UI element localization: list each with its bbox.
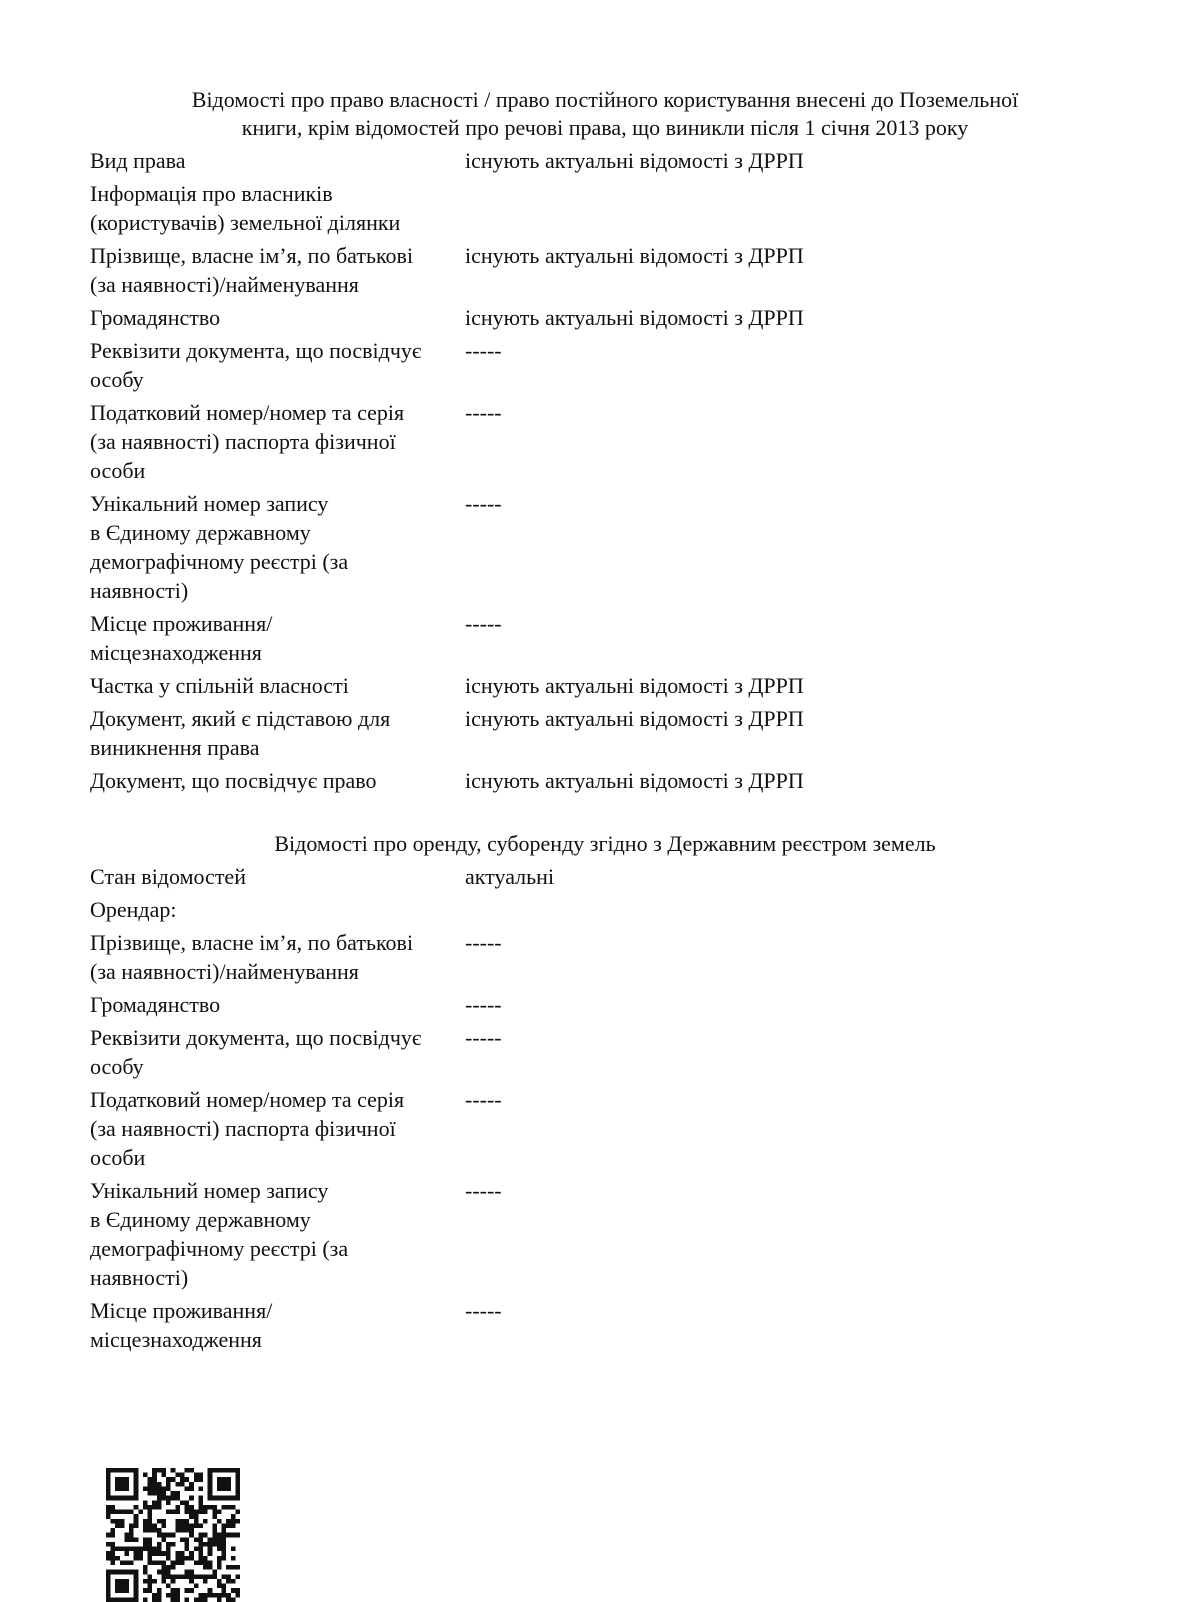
field-value: ----- [465,1087,502,1112]
field-label: Громадянство [90,992,221,1017]
field-value: ----- [465,400,502,425]
field-value: ----- [465,491,502,516]
field-value: ----- [465,930,502,955]
field-value: існують актуальні відомості з ДРРП [465,768,804,793]
ownership-rows [90,146,1120,799]
field-value: ----- [465,992,502,1017]
lease-row [90,895,1120,924]
field-label: Прізвище, власне ім’я, по батькові (за наявності)/найменування [90,243,414,297]
field-label: Реквізити документа, що посвідчує особу [90,1025,422,1079]
lease-row [90,928,1120,986]
field-label: Орендар: [90,897,177,922]
field-label: Податковий номер/номер та серія (за наявності) паспорта фізичної особи [90,400,405,483]
field-value: існують актуальні відомості з ДРРП [465,243,804,268]
ownership-row [90,336,1120,394]
ownership-row [90,766,1120,795]
lease-row [90,1296,1120,1354]
field-label: Інформація про власників (користувачів) земельної ділянки [90,181,401,235]
field-value: існують актуальні відомості з ДРРП [465,673,804,698]
ownership-row [90,303,1120,332]
ownership-row [90,489,1120,605]
field-label: Унікальний номер запису в Єдиному державному демографічному реєстрі (за наявності) [90,491,349,603]
field-value: існують актуальні відомості з ДРРП [465,706,804,731]
field-label: Місце проживання/ місцезнаходження [90,1298,273,1352]
field-label: Громадянство [90,305,221,330]
lease-row [90,1176,1120,1292]
lease-row [90,1023,1120,1081]
field-value: ----- [465,1298,502,1323]
field-value: актуальні [465,864,555,889]
ownership-row [90,241,1120,299]
field-label: Унікальний номер запису в Єдиному державному демографічному реєстрі (за наявності) [90,1178,349,1290]
ownership-row [90,398,1120,485]
field-value: ----- [465,1025,502,1050]
field-label: Документ, що посвідчує право [90,768,377,793]
field-value: ----- [465,611,502,636]
field-value: ----- [465,1178,502,1203]
lease-section-title: Відомості про оренду, суборенду згідно з Державним реєстром земель [274,831,936,856]
field-label: Документ, який є підставою для виникнення права [90,706,391,760]
lease-rows [90,862,1120,1358]
lease-row [90,1085,1120,1172]
field-label: Місце проживання/ місцезнаходження [90,611,273,665]
ownership-row [90,704,1120,762]
field-value: існують актуальні відомості з ДРРП [465,148,804,173]
field-value: ----- [465,338,502,363]
ownership-row [90,179,1120,237]
lease-row [90,862,1120,891]
ownership-row [90,671,1120,700]
field-value: існують актуальні відомості з ДРРП [465,305,804,330]
field-label: Стан відомостей [90,864,246,889]
field-label: Частка у спільній власності [90,673,349,698]
lease-row [90,990,1120,1019]
field-label: Реквізити документа, що посвідчує особу [90,338,422,392]
ownership-section-title: Відомості про право власності / право постійного користування внесені до Поземельної книги, крім відомостей про речові права, що виникли після 1 січня 2013 року [191,87,1019,140]
field-label: Прізвище, власне ім’я, по батькові (за наявності)/найменування [90,930,414,984]
field-label: Податковий номер/номер та серія (за наявності) паспорта фізичної особи [90,1087,405,1170]
field-label: Вид права [90,148,186,173]
ownership-row [90,609,1120,667]
ownership-row [90,146,1120,175]
qr-code-icon [106,1468,240,1602]
